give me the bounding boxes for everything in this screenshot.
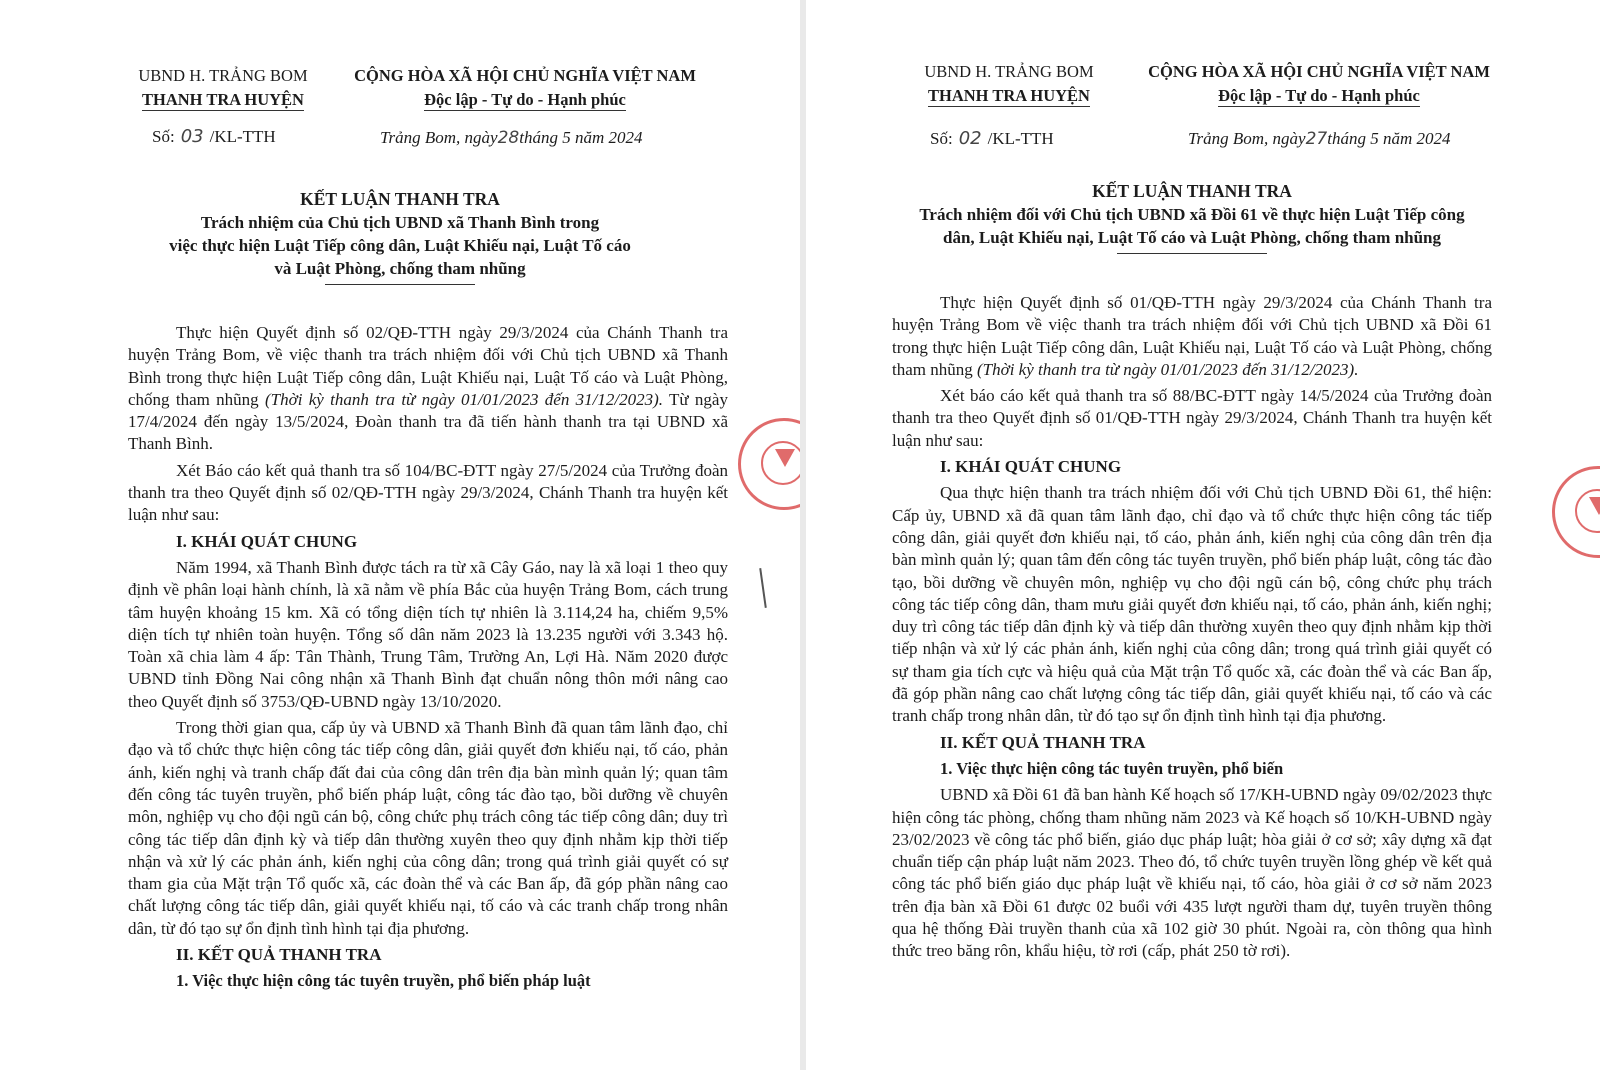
pen-mark (759, 568, 767, 608)
nation-motto: Độc lập - Tự do - Hạnh phúc (1218, 86, 1420, 105)
document-title: KẾT LUẬN THANH TRA (300, 189, 500, 209)
document-subtitle-line: việc thực hiện Luật Tiếp công dân, Luật Khiếu nại, Luật Tố cáo (169, 236, 631, 255)
red-seal-stamp (738, 418, 800, 510)
nation-motto: Độc lập - Tự do - Hạnh phúc (424, 90, 626, 109)
document-subtitle-line: Trách nhiệm của Chủ tịch UBND xã Thanh Bình trong (200, 213, 600, 232)
section-heading: II. KẾT QUẢ THANH TRA (176, 945, 382, 965)
issuing-agency (118, 64, 328, 112)
document-number: Số: 03 /KL-TTH (152, 126, 276, 147)
document-title-block (120, 188, 680, 285)
document-subtitle-line: Trách nhiệm đối với Chủ tịch UBND xã Đồi 61 về thực hiện Luật Tiếp công (919, 205, 1465, 224)
paragraph: Trong thời gian qua, cấp ủy và UBND xã Thanh Bình đã quan tâm lãnh đạo, chỉ đạo và tổ chức thực hiện công tác tiếp công dân, giải quyết đơn khiếu nại, tố cáo, phản ánh, kiến nghị và tranh chấp đất đai của công dân trên địa bàn mình quản lý; quan tâm đến công tác tuyên truyền, phổ biến pháp luật, công tác đào tạo, bồi dưỡng về chuyên môn, nghiệp vụ cho đội ngũ cán bộ, công chức phụ trách công tác tiếp công dân; duy trì công tác tiếp dân định kỳ và tiếp dân thường xuyên theo quy định nhằm kịp thời tiếp nhận và xử lý các phản ánh, kiến nghị của công dân; trong quá trình giải quyết có sự tham gia của Mặt trận Tổ quốc xã, các đoàn thể và các Ban ấp, đã góp phần nâng cao chất lượng công tác tiếp dân, giải quyết khiếu nại, tố cáo và các tranh chấp trong nhân dân, từ đó tạo sự ổn định tình hình tại địa phương. (128, 718, 728, 938)
section-heading: I. KHÁI QUÁT CHUNG (176, 531, 358, 551)
document-body (128, 322, 728, 997)
section-heading: I. KHÁI QUÁT CHUNG (940, 457, 1122, 477)
national-motto (330, 64, 720, 112)
red-seal-stamp (1552, 466, 1600, 558)
document-body (892, 292, 1492, 967)
section-heading: II. KẾT QUẢ THANH TRA (940, 732, 1146, 752)
document-subtitle-line: và Luật Phòng, chống tham nhũng (274, 259, 526, 278)
document-title-block (892, 180, 1492, 254)
nation-name: CỘNG HÒA XÃ HỘI CHỦ NGHĨA VIỆT NAM (354, 66, 696, 85)
paragraph: Năm 1994, xã Thanh Bình được tách ra từ xã Cây Gáo, nay là xã loại 1 theo quy định về phân loại hành chính, là xã nằm về phía Bắc của huyện Trảng Bom, cách trung tâm huyện khoảng 15 km. Xã có tổng diện tích tự nhiên là 3.114,24 ha, chiếm 9,5% diện tích tự nhiên toàn huyện. Tổng số dân năm 2023 là 13.235 người với 3.343 hộ. Toàn xã chia làm 4 ấp: Tân Thành, Trung Tâm, Trường An, Lợi Hà. Năm 2020 được UBND tỉnh Đồng Nai công nhận xã Thanh Bình đạt chuẩn nông thôn mới nâng cao theo Quyết định số 3753/QĐ-UBND ngày 13/10/2020. (128, 557, 728, 711)
handwritten-number: 02 (958, 128, 982, 149)
handwritten-day: 27 (1305, 129, 1328, 149)
subsection-heading: 1. Việc thực hiện công tác tuyên truyền, phổ biến pháp luật (176, 971, 591, 991)
nation-name: CỘNG HÒA XÃ HỘI CHỦ NGHĨA VIỆT NAM (1148, 62, 1490, 81)
agency-name: THANH TRA HUYỆN (142, 90, 304, 109)
agency-parent: UBND H. TRẢNG BOM (138, 66, 308, 85)
agency-name: THANH TRA HUYỆN (928, 86, 1090, 105)
agency-parent: UBND H. TRẢNG BOM (924, 62, 1094, 81)
handwritten-day: 28 (497, 128, 520, 148)
paragraph: Xét Báo cáo kết quả thanh tra số 104/BC-ĐTT ngày 27/5/2024 của Trưởng đoàn thanh tra theo Quyết định số 02/QĐ-TTH ngày 29/3/2024, Chánh Thanh tra huyện kết luận như sau: (128, 460, 728, 525)
document-title: KẾT LUẬN THANH TRA (1092, 181, 1292, 201)
document-date: Trảng Bom, ngày27tháng 5 năm 2024 (1188, 129, 1451, 149)
title-underline (1117, 253, 1267, 254)
document-page-right (806, 0, 1600, 1070)
document-date: Trảng Bom, ngày28tháng 5 năm 2024 (380, 128, 643, 148)
handwritten-number: 03 (180, 126, 204, 147)
paragraph: Thực hiện Quyết định số 01/QĐ-TTH ngày 29/3/2024 của Chánh Thanh tra huyện Trảng Bom về việc thanh tra trách nhiệm đối với Chủ tịch UBND xã Đồi 61 trong thực hiện Luật Tiếp công dân, Luật Khiếu nại, Luật Tố cáo và Luật Phòng, chống tham nhũng (Thời kỳ thanh tra từ ngày 01/01/2023 đến 31/12/2023). (892, 293, 1492, 379)
national-motto (1124, 60, 1514, 108)
document-number: Số: 02 /KL-TTH (930, 128, 1054, 149)
paragraph: Qua thực hiện thanh tra trách nhiệm đối với Chủ tịch UBND Đồi 61, thể hiện: Cấp ủy, UBND xã đã quan tâm lãnh đạo, chỉ đạo và tổ chức thực hiện công tác tiếp công dân, giải quyết đơn khiếu nại, tố cáo, phản ánh, kiến nghị của công dân trên địa bàn mình quản lý; quan tâm đến công tác tuyên truyền, phổ biến pháp luật, công tác đào tạo, bồi dưỡng về chuyên môn, nghiệp vụ cho đội ngũ cán bộ, công chức phụ trách công tác tiếp công dân, tham mưu giải quyết đơn khiếu nại, tố cáo, phản ánh, kiến nghị; duy trì công tác tiếp dân định kỳ và tiếp dân thường xuyên theo quy định nhằm kịp thời tiếp nhận và xử lý các phản ánh, kiến nghị của công dân; trong quá trình giải quyết có sự tham gia tích cực và hiệu quả của Mặt trận Tổ quốc xã, các đoàn thể và các Ban ấp, đã góp phần nâng cao chất lượng công tác tiếp dân, giải quyết khiếu nại, tố cáo và các tranh chấp trong nhân dân, từ đó tạo sự ổn định tình hình tại địa phương. (892, 483, 1492, 726)
document-subtitle-line: dân, Luật Khiếu nại, Luật Tố cáo và Luật Phòng, chống tham nhũng (942, 228, 1442, 247)
paragraph: UBND xã Đồi 61 đã ban hành Kế hoạch số 17/KH-UBND ngày 09/02/2023 thực hiện công tác phòng, chống tham nhũng năm 2023 và Kế hoạch số 10/KH-UBND ngày 23/02/2023 về công tác phổ biến, giáo dục pháp luật; hòa giải ở cơ sở; xây dựng xã đạt chuẩn tiếp cận pháp luật năm 2023. Theo đó, tổ chức tuyên truyền lồng ghép về kết quả công tác phổ biến giáo dục pháp luật về khiếu nại, tố cáo, hòa giải ở cơ sở năm 2023 trên địa bàn xã Đồi 61 được 02 buổi với 435 lượt người tham dự, tuyên truyền thông qua hệ thống Đài truyền thanh của xã 102 giờ 30 phút. Ngoài ra, còn thông qua hình thức treo băng rôn, khẩu hiệu, tờ rơi (cấp, phát 250 tờ rơi). (892, 785, 1492, 961)
issuing-agency (904, 60, 1114, 108)
paragraph: Thực hiện Quyết định số 02/QĐ-TTH ngày 29/3/2024 của Chánh Thanh tra huyện Trảng Bom, về việc thanh tra trách nhiệm đối với Chủ tịch UBND xã Thanh Bình trong thực hiện Luật Tiếp công dân, Luật Khiếu nại, Luật Tố cáo và Luật Phòng, chống tham nhũng (Thời kỳ thanh tra từ ngày 01/01/2023 đến 31/12/2023). Từ ngày 17/4/2024 đến ngày 13/5/2024, Đoàn thanh tra đã tiến hành thanh tra tại UBND xã Thanh Bình. (128, 323, 728, 454)
subsection-heading: 1. Việc thực hiện công tác tuyên truyền, phổ biến (940, 758, 1284, 778)
paragraph: Xét báo cáo kết quả thanh tra số 88/BC-ĐTT ngày 14/5/2024 của Trưởng đoàn thanh tra theo Quyết định số 01/QĐ-TTH ngày 29/3/2024, Chánh Thanh tra huyện kết luận như sau: (892, 386, 1492, 450)
title-underline (325, 284, 475, 285)
